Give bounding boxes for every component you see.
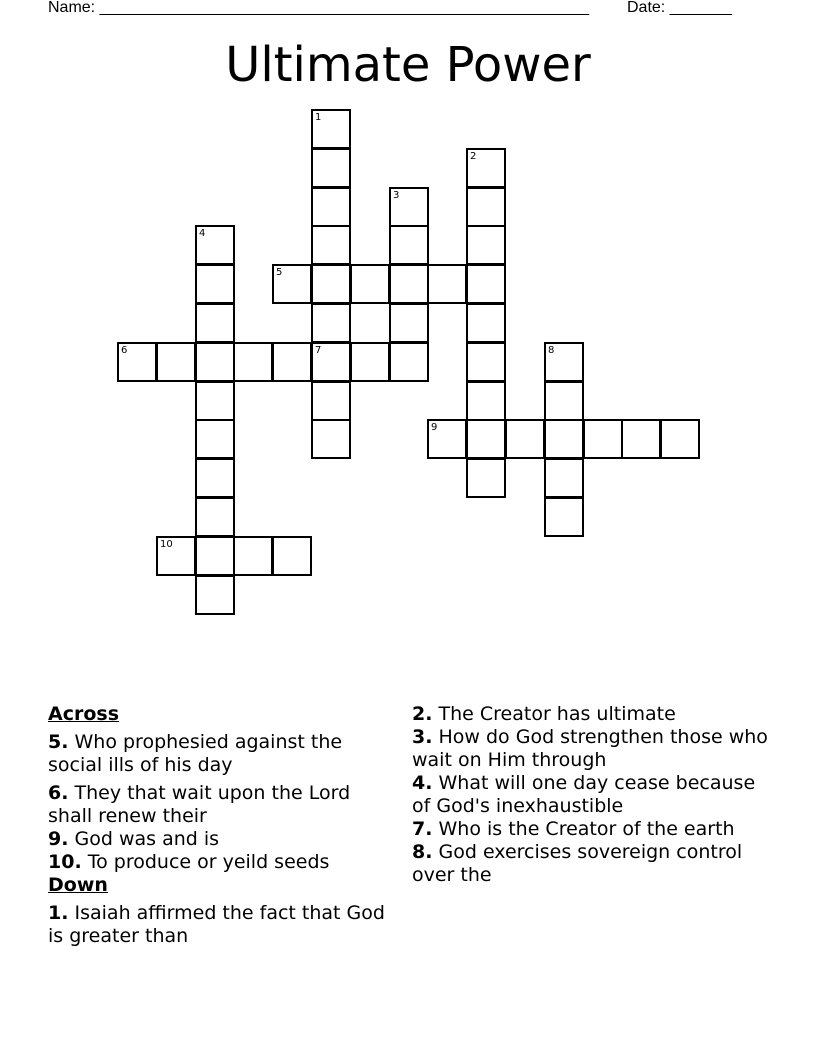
- clue-number: 3.: [412, 726, 433, 748]
- grid-cell[interactable]: [466, 303, 506, 343]
- grid-cell[interactable]: [272, 342, 312, 382]
- clue-number-label: 1: [315, 112, 322, 123]
- grid-cell[interactable]: [195, 419, 235, 459]
- grid-cell[interactable]: [195, 303, 235, 343]
- grid-cell[interactable]: [311, 109, 351, 149]
- clue-number-label: 2: [470, 151, 477, 162]
- grid-cell[interactable]: [389, 225, 429, 265]
- grid-cell[interactable]: [466, 342, 506, 382]
- clue-number: 5.: [48, 731, 69, 753]
- grid-cell[interactable]: [195, 225, 235, 265]
- grid-cell[interactable]: [466, 148, 506, 188]
- clue-number-label: 9: [431, 422, 438, 433]
- grid-cell[interactable]: [195, 458, 235, 498]
- clue-across-5: [48, 731, 393, 777]
- clue-text: God exercises sovereign control over the: [412, 841, 743, 886]
- down-heading: Down: [48, 874, 108, 896]
- clue-number-label: 7: [315, 345, 322, 356]
- clue-text: They that wait upon the Lord shall renew their: [48, 782, 351, 827]
- grid-cell[interactable]: [117, 342, 157, 382]
- clue-number-label: 8: [548, 345, 555, 356]
- grid-cell[interactable]: [466, 187, 506, 227]
- grid-cell[interactable]: [350, 264, 390, 304]
- clue-text: Isaiah affirmed the fact that God is greater than: [48, 902, 385, 947]
- grid-cell[interactable]: [544, 381, 584, 421]
- clue-number: 8.: [412, 841, 433, 863]
- grid-cell[interactable]: [233, 342, 273, 382]
- clue-text: To produce or yeild seeds: [87, 851, 330, 873]
- grid-cell[interactable]: [311, 303, 351, 343]
- grid-cell[interactable]: [427, 264, 467, 304]
- clue-number: 1.: [48, 902, 69, 924]
- grid-cell[interactable]: [311, 148, 351, 188]
- across-heading: Across: [48, 703, 120, 725]
- grid-cell[interactable]: [195, 342, 235, 382]
- clue-number: 9.: [48, 828, 69, 850]
- grid-cell[interactable]: [195, 536, 235, 576]
- grid-cell[interactable]: [272, 264, 312, 304]
- grid-cell[interactable]: [389, 187, 429, 227]
- clue-number: 7.: [412, 818, 433, 840]
- clue-number-label: 6: [121, 345, 128, 356]
- grid-cell[interactable]: [544, 458, 584, 498]
- clue-number: 4.: [412, 772, 433, 794]
- name-field-label: Name: _______________________________________________________: [48, 0, 589, 16]
- clue-number-label: 10: [160, 539, 173, 550]
- grid-cell[interactable]: [544, 497, 584, 537]
- clue-down-4: [412, 772, 772, 818]
- clues-right-column: [412, 703, 772, 887]
- grid-cell[interactable]: [233, 536, 273, 576]
- clue-number: 2.: [412, 703, 433, 725]
- clue-number-label: 4: [199, 228, 206, 239]
- grid-cell[interactable]: [544, 419, 584, 459]
- grid-cell[interactable]: [466, 264, 506, 304]
- grid-cell[interactable]: [156, 342, 196, 382]
- grid-cell[interactable]: [311, 419, 351, 459]
- clue-text: God was and is: [74, 828, 220, 850]
- grid-cell[interactable]: [272, 536, 312, 576]
- grid-cell[interactable]: [427, 419, 467, 459]
- clue-across-9: [48, 828, 393, 851]
- clue-number-label: 3: [393, 190, 400, 201]
- grid-cell[interactable]: [389, 303, 429, 343]
- clue-number: 10.: [48, 851, 82, 873]
- grid-cell[interactable]: [466, 381, 506, 421]
- grid-cell[interactable]: [466, 419, 506, 459]
- clue-down-1: [48, 902, 393, 948]
- grid-cell[interactable]: [195, 575, 235, 615]
- page-title: Ultimate Power: [225, 37, 591, 93]
- clue-text: What will one day cease because of God's inexhaustible: [412, 772, 756, 817]
- date-field-label: Date: _______: [627, 0, 732, 16]
- clue-number: 6.: [48, 782, 69, 804]
- clue-down-2: [412, 703, 772, 726]
- grid-cell[interactable]: [466, 458, 506, 498]
- clue-text: Who is the Creator of the earth: [438, 818, 735, 840]
- grid-cell[interactable]: [660, 419, 700, 459]
- grid-cell[interactable]: [389, 264, 429, 304]
- clue-text: Who prophesied against the social ills of his day: [48, 731, 343, 776]
- clue-number-label: 5: [276, 267, 283, 278]
- grid-cell[interactable]: [621, 419, 661, 459]
- grid-cell[interactable]: [195, 497, 235, 537]
- clue-down-7: [412, 818, 772, 841]
- clues-left-column: [48, 703, 393, 948]
- grid-cell[interactable]: [505, 419, 545, 459]
- clue-text: The Creator has ultimate: [438, 703, 676, 725]
- grid-cell[interactable]: [389, 342, 429, 382]
- clue-down-3: [412, 726, 772, 772]
- grid-cell[interactable]: [195, 381, 235, 421]
- grid-cell[interactable]: [311, 187, 351, 227]
- grid-cell[interactable]: [466, 225, 506, 265]
- grid-cell[interactable]: [311, 225, 351, 265]
- grid-cell[interactable]: [544, 342, 584, 382]
- grid-cell[interactable]: [583, 419, 623, 459]
- clue-down-8: [412, 841, 772, 887]
- clue-text: How do God strengthen those who wait on Him through: [412, 726, 768, 771]
- grid-cell[interactable]: [311, 264, 351, 304]
- grid-cell[interactable]: [195, 264, 235, 304]
- grid-cell[interactable]: [311, 381, 351, 421]
- grid-cell[interactable]: [350, 342, 390, 382]
- grid-cell[interactable]: [156, 536, 196, 576]
- clue-across-6: [48, 782, 393, 828]
- grid-cell[interactable]: [311, 342, 351, 382]
- clue-across-10: [48, 851, 393, 874]
